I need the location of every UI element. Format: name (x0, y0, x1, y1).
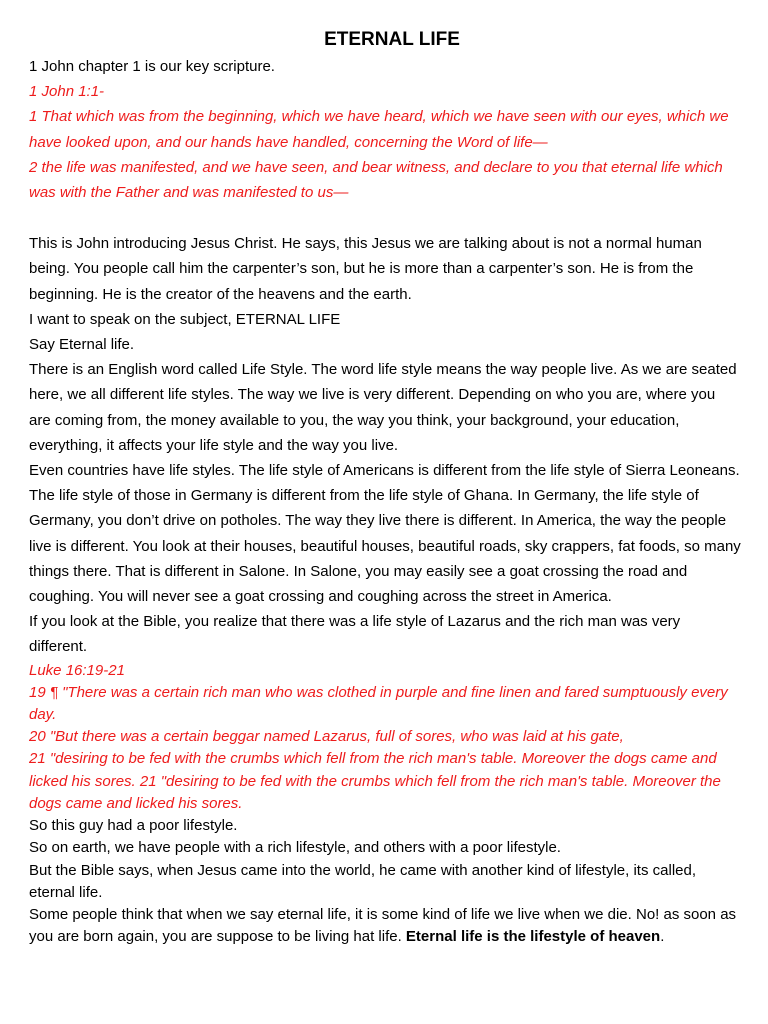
page-title: ETERNAL LIFE (324, 29, 460, 50)
body-paragraph: Say Eternal life. (29, 336, 135, 354)
body-paragraph (29, 904, 741, 948)
scripture-reference: 1 John 1:1- (29, 83, 105, 101)
paragraph-spacer (29, 205, 741, 231)
body-text: Some people think that when we say eternal life, it is some kind of life we live when we die. No! as soon as you are born again, you are suppose to be living hat life. (29, 905, 737, 946)
scripture-verse: 2 the life was manifested, and we have seen, and bear witness, and declare to you that eternal life which was with the Father and was manifested to us— (29, 158, 723, 202)
body-paragraph: So on earth, we have people with a rich lifestyle, and others with a poor lifestyle. (29, 839, 561, 857)
document-page (29, 26, 741, 948)
body-paragraph: This is John introducing Jesus Christ. He says, this Jesus we are talking about is not a normal human being. You people call him the carpenter’s son, but he is more than a carpenter’s son. He is from the beginning. He is the creator of the heavens and the earth. (29, 235, 702, 303)
body-paragraph: I want to speak on the subject, ETERNAL LIFE (29, 310, 341, 328)
body-text: . (660, 928, 665, 946)
scripture-verse: 1 That which was from the beginning, which we have heard, which we have seen with our eyes, which we have looked upon, and our hands have handled, concerning the Word of life— (29, 108, 729, 151)
body-paragraph: Even countries have life styles. The life style of Americans is different from the life style of Sierra Leoneans. The life style of those in Germany is different from the life style of Ghana. In Germany, the life style of Germany, you don’t drive on potholes. The way they live there is different. In America, the way the people live is different. You look at their houses, beautiful houses, beautiful roads, sky crappers, fat foods, so many things there. That is different in Salone. In Salone, you may easily see a goat crossing the road and coughing. You will never see a goat crossing and coughing across the street in America. (29, 462, 741, 606)
scripture-verse: 21 "desiring to be fed with the crumbs which fell from the rich man's table. Moreover the dogs came and licked his sores. 21 "desiring to be fed with the crumbs which fell from the rich man's table. Moreover the dogs came and licked his sores. (29, 750, 721, 812)
scripture-verse: 20 "But there was a certain beggar named Lazarus, full of sores, who was laid at his gate, (29, 728, 624, 746)
body-paragraph: If you look at the Bible, you realize that there was a life style of Lazarus and the rich man was very different. (29, 613, 681, 656)
emphasis-text: Eternal life is the lifestyle of heaven (405, 928, 661, 946)
body-paragraph: There is an English word called Life Style. The word life style means the way people live. As we are seated here, we all different life styles. The way we live is very different. Depending on who you are, where you are coming from, the money available to you, the way you think, your background, your education, everything, it affects your life style and the way you live. (29, 361, 737, 454)
scripture-verse: 19 ¶ "There was a certain rich man who was clothed in purple and fine linen and fared sumptuously every day. (29, 683, 728, 724)
scripture-reference: Luke 16:19-21 (29, 661, 125, 679)
body-paragraph: But the Bible says, when Jesus came into the world, he came with another kind of lifestyle, its called, eternal life. (29, 861, 697, 901)
intro-line: 1 John chapter 1 is our key scripture. (29, 58, 275, 75)
body-paragraph: So this guy had a poor lifestyle. (29, 817, 238, 835)
